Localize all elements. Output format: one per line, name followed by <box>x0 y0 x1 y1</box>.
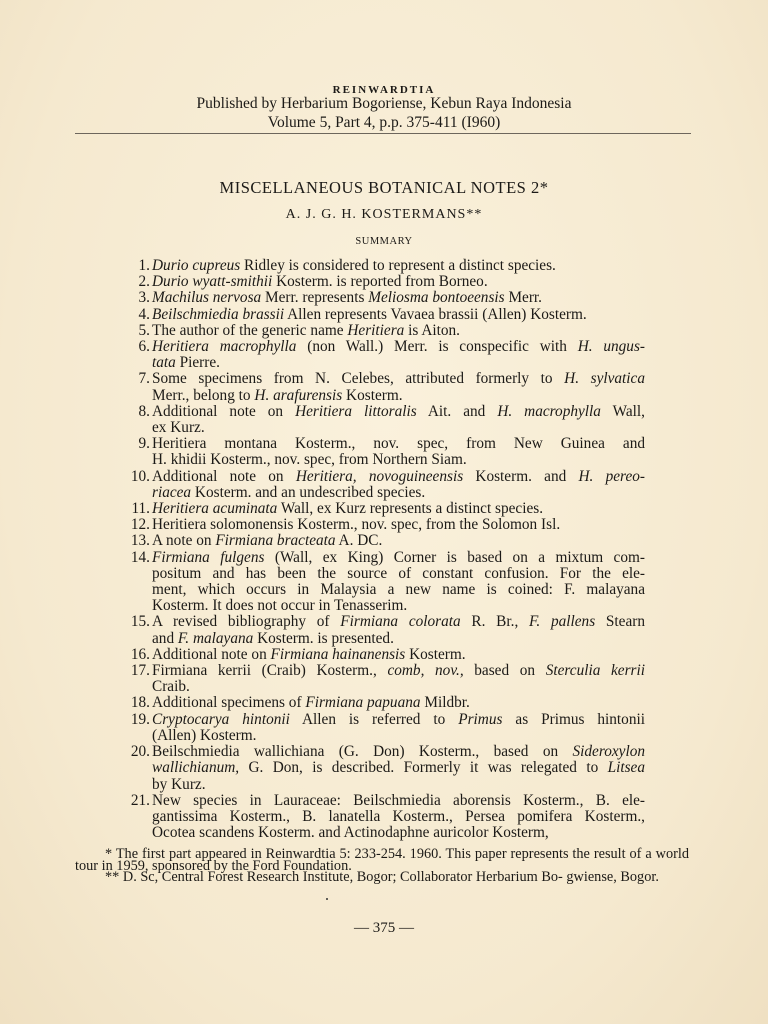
text-run: ex Kurz. <box>152 419 205 437</box>
volume-line: Volume 5, Part 4, p.p. 375-411 (I960) <box>267 114 501 131</box>
italic-taxon-text: Beilschmiedia brassii <box>152 305 285 323</box>
text-run: ment, which occurs in Malaysia a new name is coined: F. malayana <box>152 581 645 599</box>
item-number: 18. <box>130 694 150 712</box>
italic-taxon-text: H. macrophylla <box>497 402 601 420</box>
item-line <box>152 809 645 825</box>
italic-taxon-text: H. arafurensis <box>254 386 343 404</box>
summary-item <box>110 614 645 646</box>
item-number: 4. <box>138 305 150 323</box>
text-run: Allen represents Vavaea brassii (Allen) Kosterm. <box>284 305 587 323</box>
item-text <box>152 695 645 711</box>
footnote-2: ** D. Sc, Central Forest Research Institute, Bogor; Collaborator Herbarium Bo- gwiense, Bogor. <box>105 869 659 885</box>
text-run: Additional note on <box>152 402 296 420</box>
italic-taxon-text: Heritiera, novoguineensis <box>295 467 464 485</box>
text-run: Beilschmiedia wallichiana (G. Don) Kosterm., based on <box>152 743 573 761</box>
item-number: 19. <box>130 710 150 728</box>
text-run: Additional note on <box>152 645 271 663</box>
text-run: as Primus hintonii <box>502 710 645 728</box>
item-line <box>152 501 645 517</box>
text-run: Kosterm. <box>405 645 466 663</box>
text-run: and <box>152 629 178 647</box>
text-run: Pierre. <box>175 354 220 372</box>
text-run: Mildbr. <box>420 694 470 712</box>
item-number: 9. <box>138 435 150 453</box>
summary-item <box>110 533 645 549</box>
item-text <box>152 793 645 842</box>
article-author: A. J. G. H. KOSTERMANS** <box>285 207 483 222</box>
italic-taxon-text: Litsea <box>607 759 645 777</box>
text-run: gantissima Kosterm., B. lanatella Kosterm., Persea pomifera Kosterm., <box>152 807 645 825</box>
item-text <box>152 404 645 436</box>
italic-taxon-text: Meliosma bontoeensis <box>368 289 505 307</box>
item-line <box>152 598 645 614</box>
text-run: Firmiana kerrii (Craib) Kosterm., <box>152 662 388 680</box>
summary-item <box>110 695 645 711</box>
item-line <box>152 550 645 566</box>
item-text <box>152 647 645 663</box>
item-number: 2. <box>138 273 150 291</box>
text-run: Merr., belong to <box>152 386 255 404</box>
text-run: A revised bibliography of <box>152 613 341 631</box>
item-line <box>152 469 645 485</box>
item-line <box>152 566 645 582</box>
text-run: New species in Lauraceae: Beilschmiedia aborensis Kosterm., B. ele- <box>152 791 645 809</box>
text-run: Merr. represents <box>261 289 369 307</box>
text-run: Ridley is considered to represent a distinct species. <box>240 257 556 274</box>
italic-taxon-text: Heritiera acuminata <box>152 500 278 518</box>
item-line <box>152 339 645 355</box>
item-text <box>152 744 645 793</box>
item-number: 21. <box>130 791 150 809</box>
item-text <box>152 290 645 306</box>
text-run: Kosterm. is reported from Borneo. <box>272 273 488 291</box>
text-run: R. Br., <box>460 613 530 631</box>
summary-heading: SUMMARY <box>355 236 413 247</box>
italic-taxon-text: comb, nov., <box>387 662 464 680</box>
item-number: 6. <box>138 338 150 356</box>
item-line <box>152 679 645 695</box>
item-line <box>152 371 645 387</box>
text-run: Ait. and <box>416 402 498 420</box>
item-line <box>152 695 645 711</box>
item-line <box>152 712 645 728</box>
text-run: Stearn <box>595 613 645 631</box>
italic-taxon-text: tata <box>152 354 176 372</box>
text-run: H. khidii Kosterm., nov. spec, from Northern Siam. <box>152 451 467 469</box>
text-run: Kosterm. and an undescribed species. <box>191 483 426 501</box>
item-line <box>152 614 645 630</box>
item-line <box>152 388 645 404</box>
italic-taxon-text: H. sylvatica <box>564 370 645 388</box>
item-line <box>152 517 645 533</box>
item-line <box>152 777 645 793</box>
summary-item <box>110 307 645 323</box>
summary-item <box>110 550 645 615</box>
summary-item <box>110 274 645 290</box>
text-run: Heritiera solomonensis Kosterm., nov. spec, from the Solomon Isl. <box>152 516 561 534</box>
summary-item <box>110 744 645 793</box>
text-run: based on <box>463 662 546 680</box>
item-number: 10. <box>130 467 150 485</box>
item-line <box>152 760 645 776</box>
item-text <box>152 712 645 744</box>
text-run: Allen is referred to <box>289 710 459 728</box>
italic-taxon-text: F. pallens <box>529 613 596 631</box>
print-speck <box>326 898 328 900</box>
italic-taxon-text: Firmiana fulgens <box>152 548 265 566</box>
text-run: Kosterm. is presented. <box>253 629 394 647</box>
item-line <box>152 485 645 501</box>
item-line <box>152 355 645 371</box>
italic-taxon-text: Firmiana papuana <box>305 694 421 712</box>
italic-taxon-text: Sideroxylon <box>572 743 645 761</box>
item-number: 1. <box>138 257 150 274</box>
text-run: Wall, <box>600 402 645 420</box>
italic-taxon-text: Firmiana hainanensis <box>270 645 406 663</box>
item-number: 3. <box>138 289 150 307</box>
text-run: Heritiera montana Kosterm., nov. spec, from New Guinea and <box>152 435 645 453</box>
footnotes <box>75 846 689 885</box>
item-line <box>152 420 645 436</box>
text-run: Additional specimens of <box>152 694 306 712</box>
italic-taxon-text: Heritiera <box>347 321 405 339</box>
text-run: (non Wall.) Merr. is conspecific with <box>296 338 578 356</box>
item-text <box>152 307 645 323</box>
summary-item <box>110 663 645 695</box>
italic-taxon-text: Durio wyatt-smithii <box>152 273 273 291</box>
summary-item <box>110 371 645 403</box>
item-text <box>152 258 645 274</box>
publisher-line: Published by Herbarium Bogoriense, Kebun Raya Indonesia <box>196 95 572 112</box>
item-text <box>152 533 645 549</box>
page-number: — 375 — <box>354 920 414 936</box>
item-number: 7. <box>138 370 150 388</box>
item-text <box>152 517 645 533</box>
item-number: 8. <box>138 402 150 420</box>
item-line <box>152 258 645 274</box>
item-number: 15. <box>130 613 150 631</box>
italic-taxon-text: Firmiana colorata <box>340 613 461 631</box>
summary-item <box>110 501 645 517</box>
text-run: Kosterm. and <box>463 467 579 485</box>
item-number: 16. <box>130 645 150 663</box>
item-text <box>152 436 645 468</box>
item-number: 13. <box>130 532 150 550</box>
summary-item <box>110 712 645 744</box>
item-line <box>152 290 645 306</box>
summary-item <box>110 793 645 842</box>
summary-item <box>110 258 645 274</box>
summary-item <box>110 404 645 436</box>
text-run: Kosterm. It does not occur in Tenasserim. <box>152 597 408 615</box>
text-run: Kosterm. <box>342 386 403 404</box>
italic-taxon-text: Cryptocarya hintonii <box>152 710 290 728</box>
item-text <box>152 323 645 339</box>
italic-taxon-text: Heritiera littoralis <box>295 402 417 420</box>
item-line <box>152 307 645 323</box>
item-line <box>152 793 645 809</box>
summary-item <box>110 517 645 533</box>
italic-taxon-text: wallichianum, <box>152 759 240 777</box>
italic-taxon-text: F. malayana <box>177 629 254 647</box>
summary-item <box>110 323 645 339</box>
italic-taxon-text: Heritiera macrophylla <box>152 338 297 356</box>
text-run: (Allen) Kosterm. <box>152 726 257 744</box>
item-text <box>152 371 645 403</box>
item-number: 14. <box>130 548 150 566</box>
item-text <box>152 550 645 615</box>
item-line <box>152 728 645 744</box>
summary-item <box>110 647 645 663</box>
item-number: 17. <box>130 662 150 680</box>
item-number: 20. <box>130 743 150 761</box>
summary-item <box>110 436 645 468</box>
item-line <box>152 452 645 468</box>
summary-item <box>110 339 645 371</box>
italic-taxon-text: Durio cupreus <box>152 257 241 274</box>
text-run: (Wall, ex King) Corner is based on a mixtum com- <box>264 548 645 566</box>
text-run: G. Don, is described. Formerly it was relegated to <box>239 759 608 777</box>
text-run: Craib. <box>152 678 190 696</box>
item-line <box>152 825 645 841</box>
italic-taxon-text: Sterculia kerrii <box>545 662 645 680</box>
item-number: 12. <box>130 516 150 534</box>
item-number: 11. <box>131 500 150 518</box>
italic-taxon-text: Primus <box>458 710 503 728</box>
item-line <box>152 631 645 647</box>
item-line <box>152 533 645 549</box>
item-line <box>152 663 645 679</box>
header-rule <box>75 133 691 134</box>
text-run: Additional note on <box>152 467 296 485</box>
text-run: Ocotea scandens Kosterm. and Actinodaphne auricolor Kosterm, <box>152 824 549 842</box>
text-run: is Aiton. <box>404 321 460 339</box>
journal-name: REINWARDTIA <box>332 84 436 96</box>
summary-item <box>110 469 645 501</box>
article-title: MISCELLANEOUS BOTANICAL NOTES 2* <box>219 178 549 197</box>
italic-taxon-text: riacea <box>152 483 192 501</box>
item-text <box>152 469 645 501</box>
item-line <box>152 582 645 598</box>
item-text <box>152 501 645 517</box>
italic-taxon-text: Machilus nervosa <box>152 289 262 307</box>
text-run: Merr. <box>504 289 543 307</box>
text-run: Wall, ex Kurz represents a distinct species. <box>277 500 544 518</box>
italic-taxon-text: Firmiana bracteata <box>215 532 336 550</box>
footnote-1: * The first part appeared in Reinwardtia 5: 233-254. 1960. This paper represents the result of a world tour in 1959, sponsored by the Ford Foundation. <box>75 846 689 874</box>
summary-list <box>110 258 645 841</box>
item-line <box>152 323 645 339</box>
italic-taxon-text: H. pereo- <box>578 467 645 485</box>
item-text <box>152 614 645 646</box>
text-run: The author of the generic name <box>152 321 348 339</box>
italic-taxon-text: H. ungus- <box>577 338 645 356</box>
item-text <box>152 274 645 290</box>
item-text <box>152 663 645 695</box>
text-run: positum and has been the source of constant confusion. For the ele- <box>152 564 645 582</box>
item-line <box>152 274 645 290</box>
text-run: A. DC. <box>335 532 383 550</box>
text-run: by Kurz. <box>152 775 206 793</box>
item-line <box>152 404 645 420</box>
summary-item <box>110 290 645 306</box>
item-line <box>152 744 645 760</box>
item-line <box>152 436 645 452</box>
text-run: A note on <box>152 532 216 550</box>
item-line <box>152 647 645 663</box>
item-number: 5. <box>138 321 150 339</box>
text-run: Some specimens from N. Celebes, attributed formerly to <box>152 370 565 388</box>
item-text <box>152 339 645 371</box>
